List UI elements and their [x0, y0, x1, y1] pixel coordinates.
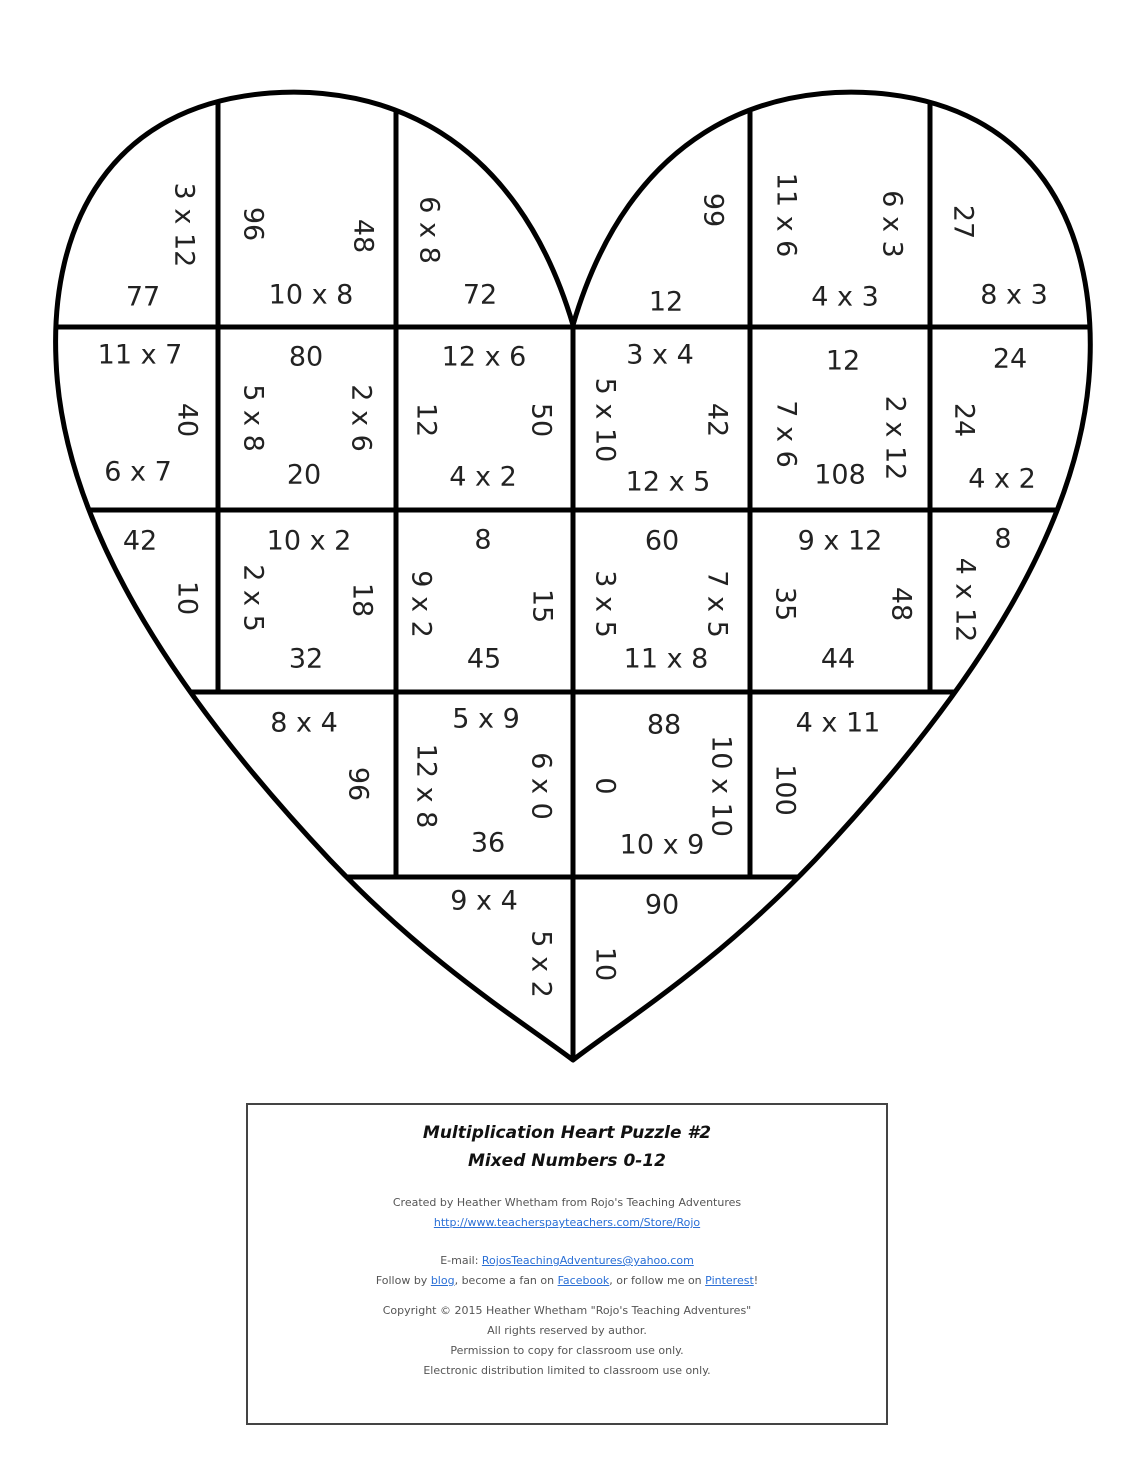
puzzle-label: 4 x 12 — [949, 557, 981, 643]
puzzle-label: 32 — [288, 643, 324, 675]
rights-text: All rights reserved by author. — [487, 1324, 647, 1337]
puzzle-label: 5 x 10 — [589, 377, 621, 463]
puzzle-label: 4 x 2 — [449, 461, 517, 493]
puzzle-label: 24 — [948, 402, 980, 438]
electronic-text: Electronic distribution limited to classroom use only. — [423, 1364, 711, 1377]
permission-text: Permission to copy for classroom use only. — [450, 1344, 684, 1357]
puzzle-label: 6 x 7 — [104, 456, 172, 488]
puzzle-label: 0 — [589, 777, 621, 795]
puzzle-label: 10 x 9 — [619, 829, 705, 861]
puzzle-label: 12 x 8 — [410, 743, 442, 829]
puzzle-label: 8 x 4 — [270, 707, 338, 739]
puzzle-label: 11 x 6 — [770, 172, 802, 258]
puzzle-label: 27 — [947, 204, 979, 240]
puzzle-label: 15 — [526, 588, 558, 624]
puzzle-label: 9 x 12 — [797, 525, 883, 557]
puzzle-label: 11 x 8 — [623, 643, 709, 675]
puzzle-label: 10 x 2 — [266, 525, 352, 557]
puzzle-label: 108 — [814, 459, 866, 491]
puzzle-label: 9 x 4 — [450, 885, 518, 917]
info-box — [246, 1103, 888, 1425]
puzzle-label: 35 — [769, 586, 801, 622]
puzzle-label: 90 — [644, 889, 680, 921]
puzzle-subtitle: Mixed Numbers 0-12 — [467, 1151, 667, 1171]
puzzle-label: 5 x 9 — [452, 703, 520, 735]
puzzle-label: 2 x 5 — [237, 564, 269, 632]
puzzle-label: 6 x 3 — [876, 190, 908, 258]
puzzle-label: 7 x 5 — [701, 570, 733, 638]
puzzle-label: 3 x 5 — [589, 570, 621, 638]
puzzle-label: 80 — [288, 341, 324, 373]
puzzle-label: 8 x 3 — [980, 279, 1048, 311]
puzzle-label: 72 — [462, 279, 498, 311]
puzzle-label: 45 — [466, 643, 502, 675]
puzzle-label: 3 x 12 — [168, 182, 200, 268]
puzzle-label: 2 x 12 — [879, 395, 911, 481]
follow-suffix: ! — [753, 1274, 759, 1287]
puzzle-label: 5 x 2 — [525, 930, 557, 998]
puzzle-label: 5 x 8 — [237, 384, 269, 452]
puzzle-title: Multiplication Heart Puzzle #2 — [422, 1123, 712, 1143]
facebook-link[interactable]: Facebook — [557, 1274, 610, 1287]
puzzle-label: 7 x 6 — [770, 400, 802, 468]
puzzle-label: 42 — [122, 525, 158, 557]
puzzle-label: 4 x 11 — [795, 707, 881, 739]
puzzle-label: 9 x 2 — [405, 570, 437, 638]
puzzle-label: 10 — [589, 946, 621, 982]
puzzle-label: 77 — [125, 281, 161, 313]
store-link[interactable]: http://www.teacherspayteachers.com/Store/Rojo — [433, 1216, 701, 1229]
puzzle-label: 10 x 8 — [268, 279, 354, 311]
puzzle-label: 4 x 3 — [811, 281, 879, 313]
follow-mid-2: , or follow me on — [609, 1274, 702, 1287]
puzzle-label: 12 x 6 — [441, 341, 527, 373]
email-label: E-mail: — [440, 1254, 479, 1267]
puzzle-label: 11 x 7 — [97, 339, 183, 371]
puzzle-label: 10 — [171, 580, 203, 616]
blog-link[interactable]: blog — [430, 1274, 455, 1287]
puzzle-label: 6 x 0 — [525, 752, 557, 820]
puzzle-label: 12 x 5 — [625, 466, 711, 498]
email-line — [248, 1251, 886, 1271]
puzzle-label: 44 — [820, 643, 856, 675]
puzzle-label: 12 — [825, 345, 861, 377]
puzzle-label: 10 x 10 — [705, 735, 737, 837]
email-link[interactable]: RojosTeachingAdventures@yahoo.com — [481, 1254, 694, 1267]
follow-mid-1: , become a fan on — [454, 1274, 555, 1287]
follow-line — [248, 1271, 886, 1291]
puzzle-label: 12 — [410, 402, 442, 438]
puzzle-label: 18 — [346, 582, 378, 618]
puzzle-label: 3 x 4 — [626, 339, 694, 371]
puzzle-label: 12 — [648, 286, 684, 318]
puzzle-label: 99 — [697, 192, 729, 228]
puzzle-label: 40 — [171, 402, 203, 438]
follow-prefix: Follow by — [375, 1274, 428, 1287]
puzzle-label: 88 — [646, 709, 682, 741]
puzzle-label: 48 — [885, 586, 917, 622]
created-by-text: Created by Heather Whetham from Rojo's Teaching Adventures — [392, 1196, 742, 1209]
copyright-text: Copyright © 2015 Heather Whetham "Rojo's Teaching Adventures" — [382, 1304, 752, 1317]
puzzle-label: 36 — [470, 827, 506, 859]
puzzle-label: 100 — [769, 764, 801, 816]
puzzle-label: 60 — [644, 525, 680, 557]
puzzle-label: 6 x 8 — [413, 196, 445, 264]
puzzle-label: 4 x 2 — [968, 463, 1036, 495]
puzzle-label: 8 — [994, 523, 1012, 555]
puzzle-label: 24 — [992, 343, 1028, 375]
puzzle-label: 48 — [347, 218, 379, 254]
pinterest-link[interactable]: Pinterest — [705, 1274, 754, 1287]
puzzle-label: 50 — [525, 402, 557, 438]
puzzle-label: 8 — [474, 524, 492, 556]
puzzle-label: 20 — [286, 459, 322, 491]
puzzle-label: 96 — [342, 766, 374, 802]
puzzle-label: 96 — [237, 206, 269, 242]
puzzle-label: 2 x 6 — [345, 384, 377, 452]
puzzle-label: 42 — [701, 402, 733, 438]
